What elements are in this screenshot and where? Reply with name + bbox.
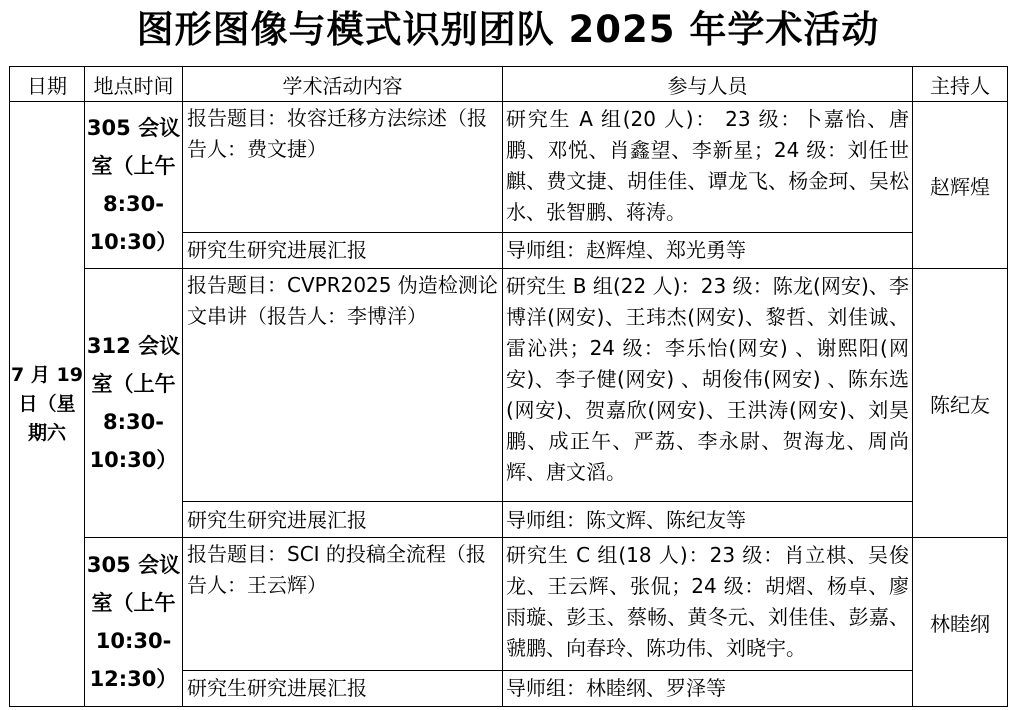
host-cell: 陈纪友 [913,268,1008,537]
table-row [10,102,1008,233]
students-cell: 研究生 C 组(18 人)：23 级：肖立棋、吴俊龙、王云辉、张侃；24 级：胡熠、杨卓、廖雨璇、彭玉、蔡畅、黄冬元、刘佳佳、彭嘉、虢鹏、向春玲、陈功伟、刘晓宇。 [503,538,913,671]
mentors-cell: 导师组：陈文辉、陈纪友等 [503,502,913,538]
table-row [10,268,1008,501]
host-cell: 林睦纲 [913,538,1008,707]
location-time-cell: 305 会议室（上午 8:30-10:30） [85,102,183,269]
mentors-cell: 导师组：赵辉煌、郑光勇等 [503,232,913,268]
location-time-cell: 305 会议室（上午 10:30-12:30） [85,538,183,707]
host-cell: 赵辉煌 [913,102,1008,269]
header-content: 学术活动内容 [183,67,503,102]
location-time-cell: 312 会议室（上午 8:30-10:30） [85,268,183,537]
students-cell: 研究生 B 组(22 人)：23 级：陈龙(网安)、李博洋(网安)、王玮杰(网安)、黎哲、刘佳诚、雷沁洪；24 级：李乐怡(网安) 、谢熙阳(网安)、李子健(网安) 、胡俊伟(网安) 、陈东选(网安)、贺嘉欣(网安)、王洪涛(网安)、刘昊鹏、成正午、严荔、李永尉、贺海龙、周尚辉、唐文滔。 [503,268,913,501]
page-title: 图形图像与模式识别团队 2025 年学术活动 [136,8,880,51]
header-host: 主持人 [913,67,1008,102]
students-cell: 研究生 A 组(20 人)： 23 级：卜嘉怡、唐鹏、邓悦、肖鑫望、李新星；24 级：刘任世麒、费文捷、胡佳佳、谭龙飞、杨金珂、吴松水、张智鹏、蒋涛。 [503,102,913,233]
header-location-time: 地点时间 [85,67,183,102]
header-participants: 参与人员 [503,67,913,102]
report-topic-cell: 报告题目：妆容迁移方法综述（报告人：费文捷） [183,102,503,233]
header-row [10,67,1008,102]
table-row [10,538,1008,671]
progress-report-cell: 研究生研究进展汇报 [183,502,503,538]
progress-report-cell: 研究生研究进展汇报 [183,670,503,706]
mentors-cell: 导师组：林睦纲、罗泽等 [503,670,913,706]
report-topic-cell: 报告题目：CVPR2025 伪造检测论文串讲（报告人：李博洋） [183,268,503,501]
date-cell: 7 月 19 日（星期六 [10,102,85,707]
schedule-table [9,66,1008,707]
header-date: 日期 [10,67,85,102]
report-topic-cell: 报告题目：SCI 的投稿全流程（报告人：王云辉） [183,538,503,671]
progress-report-cell: 研究生研究进展汇报 [183,232,503,268]
